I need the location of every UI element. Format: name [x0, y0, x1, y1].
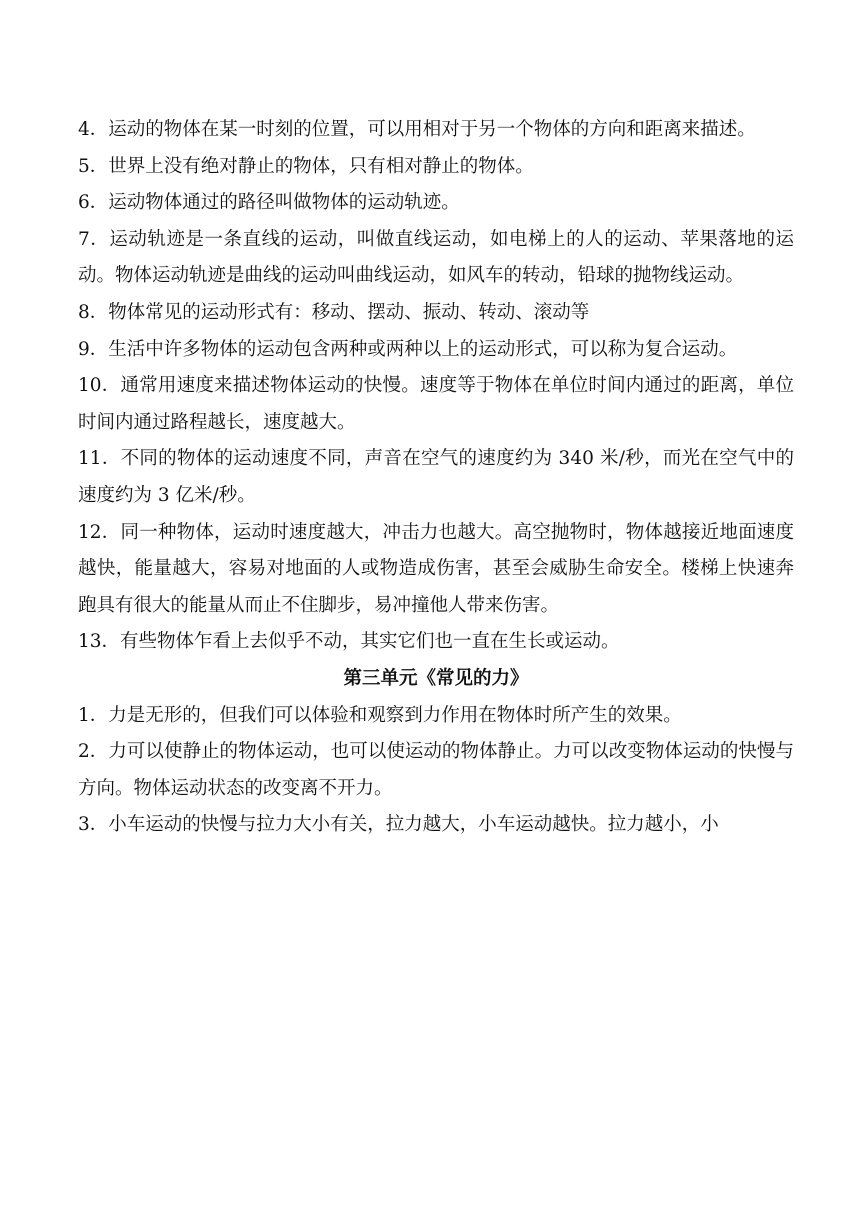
- item-text: 通常用速度来描述物体运动的快慢。速度等于物体在单位时间内通过的距离，单位时间内通过路程越长，速度越大。: [78, 375, 794, 433]
- list-item: [78, 149, 794, 186]
- item-text: 力可以使静止的物体运动，也可以使运动的物体静止。力可以改变物体运动的快慢与方向。物体运动状态的改变离不开力。: [78, 741, 794, 799]
- item-text: 同一种物体，运动时速度越大，冲击力也越大。高空抛物时，物体越接近地面速度越快，能量越大，容易对地面的人或物造成伤害，甚至会威胁生命安全。楼梯上快速奔跑具有很大的能量从而止不住脚步，易冲撞他人带来伤害。: [78, 521, 794, 616]
- list-item: [78, 515, 794, 625]
- list-item: [78, 332, 794, 369]
- item-text: 力是无形的，但我们可以体验和观察到力作用在物体时所产生的效果。: [108, 704, 682, 726]
- list-item: [78, 441, 794, 514]
- item-number: 4．: [78, 119, 109, 140]
- list-item: [78, 222, 794, 295]
- item-number: 12．: [78, 521, 121, 543]
- item-number: 10．: [78, 375, 121, 397]
- list-item: [78, 112, 794, 149]
- list-item: [78, 295, 794, 332]
- item-text: 不同的物体的运动速度不同，声音在空气的速度约为 340 米/秒，而光在空气中的速度约为 3 亿米/秒。: [78, 448, 794, 506]
- list-item: [78, 185, 794, 222]
- item-number: 2．: [78, 741, 109, 763]
- item-text: 物体常见的运动形式有：移动、摆动、振动、转动、滚动等: [108, 301, 590, 323]
- item-text: 运动物体通过的路径叫做物体的运动轨迹。: [108, 192, 460, 214]
- item-number: 3．: [78, 814, 109, 836]
- list-item: [78, 734, 794, 807]
- item-number: 1．: [78, 704, 109, 726]
- item-text: 世界上没有绝对静止的物体，只有相对静止的物体。: [108, 155, 534, 177]
- item-text: 生活中许多物体的运动包含两种或两种以上的运动形式，可以称为复合运动。: [108, 338, 738, 360]
- list-item: [78, 624, 794, 661]
- section-heading: 第三单元《常见的力》: [343, 667, 529, 689]
- item-text: 小车运动的快慢与拉力大小有关，拉力越大，小车运动越快。拉力越小，小: [108, 814, 719, 836]
- item-text: 运动的物体在某一时刻的位置，可以用相对于另一个物体的方向和距离来描述。: [108, 119, 756, 140]
- item-text: 有些物体乍看上去似乎不动，其实它们也一直在生长或运动。: [120, 631, 620, 653]
- item-number: 5．: [78, 155, 109, 177]
- item-number: 11．: [78, 448, 121, 470]
- item-text: 运动轨迹是一条直线的运动，叫做直线运动，如电梯上的人的运动、苹果落地的运动。物体运动轨迹是曲线的运动叫曲线运动，如风车的转动，铅球的抛物线运动。: [78, 228, 794, 287]
- list-item: [78, 807, 794, 844]
- item-number: 9．: [78, 338, 109, 360]
- list-item: [78, 698, 794, 735]
- item-number: 7．: [78, 228, 110, 250]
- document-body: [78, 112, 794, 844]
- list-item: [78, 368, 794, 441]
- item-number: 13．: [78, 631, 121, 653]
- item-number: 8．: [78, 301, 109, 323]
- item-number: 6．: [78, 192, 109, 214]
